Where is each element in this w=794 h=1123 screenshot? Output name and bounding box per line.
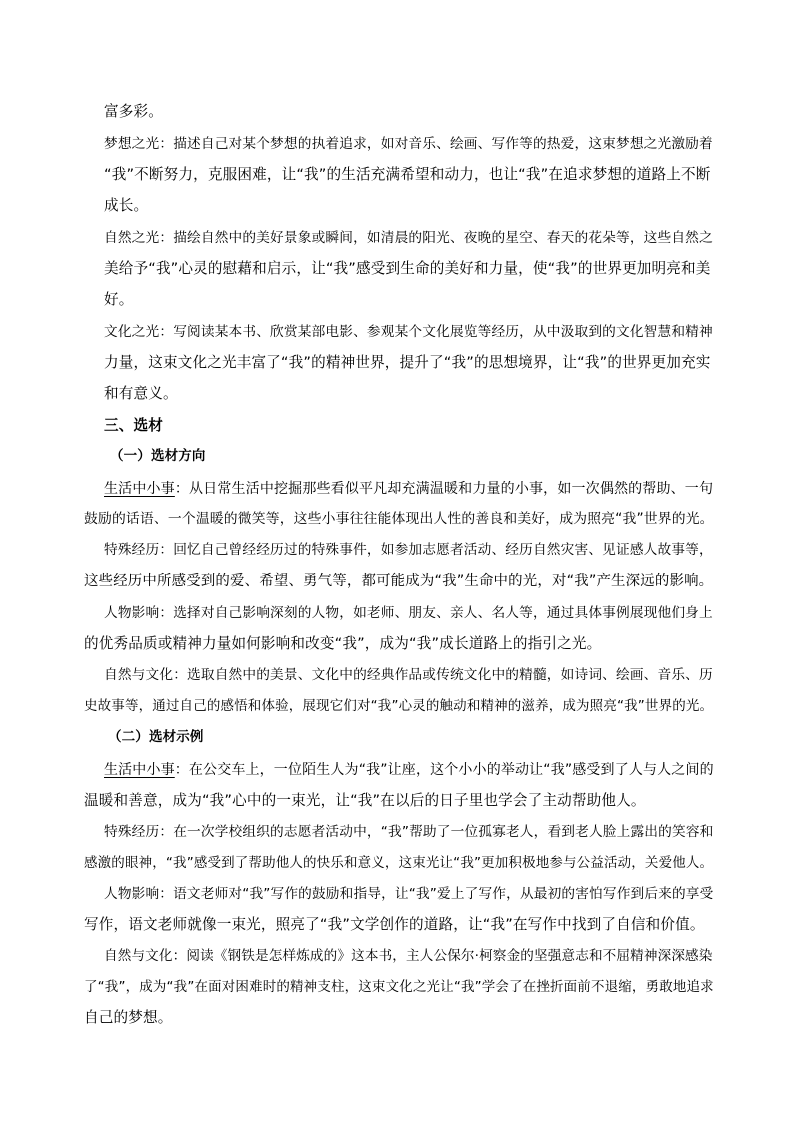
- example-special-line-2: 感激的眼神，“我”感受到了帮助他人的快乐和意义，这束光让“我”更加积极地参与公益活动，关爱他人。: [84, 855, 714, 871]
- example-life-line-1: [104, 760, 714, 780]
- dream-light-line-3: 成长。: [104, 197, 149, 214]
- example-life-text: ：在公交车上，一位陌生人为“我”让座，这个小小的举动让“我”感受到了人与人之间的: [174, 762, 714, 778]
- culture-light-line-3: 和有意义。: [104, 385, 178, 402]
- direction-life-line-2: 鼓励的话语、一个温暖的微笑等，这些小事往往能体现出人性的善良和美好，成为照亮“我”世界的光。: [84, 511, 714, 527]
- example-person-line-2: 写作，语文老师就像一束光，照亮了“我”文学创作的道路，让“我”在写作中找到了自信和价值。: [84, 916, 705, 933]
- example-life-label: 生活中小事: [104, 762, 175, 778]
- nature-light-line-1: 自然之光：描绘自然中的美好景象或瞬间，如清晨的阳光、夜晚的星空、春天的花朵等，这些自然之: [104, 230, 713, 246]
- subsection-heading-examples: （二）选材示例: [108, 729, 204, 745]
- culture-light-line-2: 力量，这束文化之光丰富了“我”的精神世界，提升了“我”的思想境界，让“我”的世界更加充实: [104, 354, 711, 371]
- section-heading: 三、选材: [104, 417, 163, 434]
- direction-nature-culture-line-1: 自然与文化：选取自然中的美景、文化中的经典作品或传统文化中的精髓，如诗词、绘画、音乐、历: [104, 667, 713, 683]
- example-nature-culture-line-1: 自然与文化：阅读《钢铁是怎样炼成的》这本书，主人公保尔·柯察金的坚强意志和不屈精神深深感染: [104, 948, 713, 964]
- direction-person-line-2: 的优秀品质或精神力量如何影响和改变“我”，成为“我”成长道路上的指引之光。: [84, 635, 602, 652]
- example-special-line-1: 特殊经历：在一次学校组织的志愿者活动中，“我”帮助了一位孤寡老人，看到老人脸上露出的笑容和: [104, 824, 714, 840]
- example-nature-culture-line-2: 了“我”，成为“我”在面对困难时的精神支柱，这束文化之光让“我”学会了在挫折面前不退缩，勇敢地追求: [84, 979, 714, 995]
- example-person-line-1: 人物影响：语文老师对“我”写作的鼓励和指导，让“我”爱上了写作，从最初的害怕写作到后来的享受: [104, 886, 714, 902]
- nature-light-line-2: 美给予“我”心灵的慰藉和启示，让“我”感受到生命的美好和力量，使“我”的世界更加明亮和美: [104, 260, 711, 277]
- nature-light-line-3: 好。: [104, 291, 134, 308]
- dream-light-line-2: “我”不断努力，克服困难，让“我”的生活充满希望和动力，也让“我”在追求梦想的道路上不断: [104, 166, 711, 183]
- direction-nature-culture-line-2: 史故事等，通过自己的感悟和体验，展现它们对“我”心灵的触动和精神的滋养，成为照亮“我”世界的光。: [84, 698, 714, 714]
- direction-special-line-2: 这些经历中所感受到的爱、希望、勇气等，都可能成为“我”生命中的光，对“我”产生深远的影响。: [84, 573, 714, 589]
- dream-light-line-1: 梦想之光：描述自己对某个梦想的执着追求，如对音乐、绘画、写作等的热爱，这束梦想之光激励着: [104, 136, 713, 152]
- direction-life-text: ：从日常生活中挖掘那些看似平凡却充满温暖和力量的小事，如一次偶然的帮助、一句: [174, 481, 714, 497]
- direction-life-line-1: [104, 479, 713, 499]
- culture-light-line-1: 文化之光：写阅读某本书、欣赏某部电影、参观某个文化展览等经历，从中汲取到的文化智慧和精神: [104, 324, 713, 340]
- subsection-heading-direction: （一）选材方向: [110, 448, 206, 464]
- direction-person-line-1: 人物影响：选择对自己影响深刻的人物，如老师、朋友、亲人、名人等，通过具体事例展现他们身上: [104, 605, 713, 621]
- paragraph-line: 富多彩。: [104, 103, 163, 120]
- example-life-line-2: 温暖和善意，成为“我”心中的一束光，让“我”在以后的日子里也学会了主动帮助他人。: [84, 792, 646, 809]
- direction-special-line-1: 特殊经历：回忆自己曾经经历过的特殊事件，如参加志愿者活动、经历自然灾害、见证感人故事等，: [104, 542, 713, 558]
- example-nature-culture-line-3: 自己的梦想。: [84, 1009, 173, 1026]
- direction-life-label: 生活中小事: [104, 481, 175, 497]
